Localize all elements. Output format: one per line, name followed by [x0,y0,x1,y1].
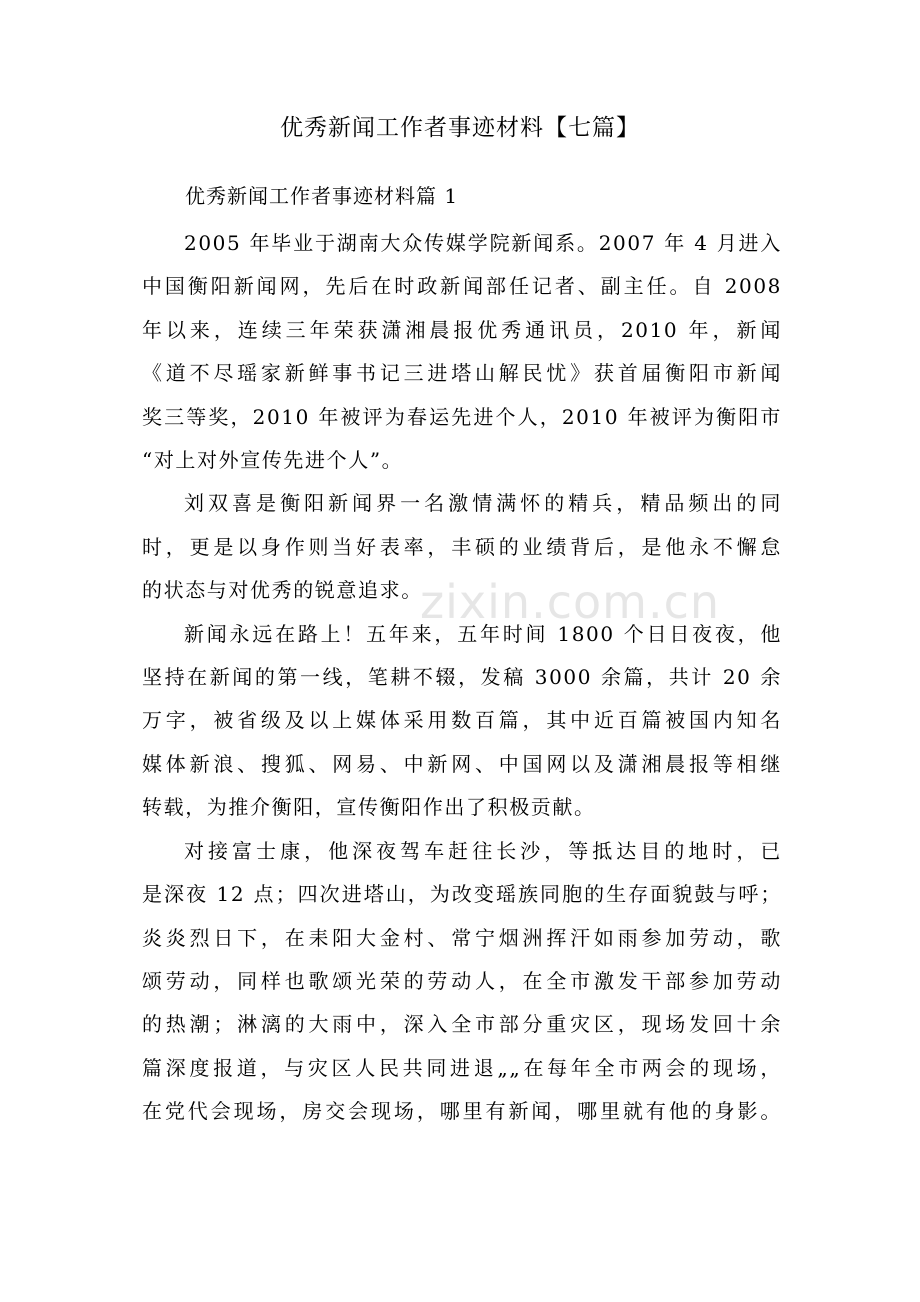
paragraph [142,222,782,482]
paragraph-line: 2005 年毕业于湖南大众传媒学院新闻系。2007 年 4 月进入 [184,231,782,255]
paragraph-line: 转载，为推介衡阳，宣传衡阳作出了积极贡献。 [142,795,596,820]
paragraph-line: 中国衡阳新闻网，先后在时政新闻部任记者、副主任。自 2008 [142,274,782,299]
paragraph-line: 新闻永远在路上！五年来，五年时间 1800 个日日夜夜，他 [184,621,782,646]
section-heading: 优秀新闻工作者事迹材料篇 1 [185,184,459,208]
paragraph-line: 《道不尽瑶家新鲜事书记三进塔山解民忧》获首届衡阳市新闻 [142,361,782,386]
paragraph-line: “对上对外宣传先进个人”。 [142,448,404,473]
paragraph-line: 奖三等奖，2010 年被评为春运先进个人，2010 年被评为衡阳市 [142,404,782,429]
paragraph-line: 篇深度报道，与灾区人民共同进退„„在每年全市两会的现场， [142,1055,782,1080]
paragraph-line: 时，更是以身作则当好表率，丰硕的业绩背后，是他永不懈怠 [142,534,782,559]
paragraph-line: 年以来，连续三年荣获潇湘晨报优秀通讯员，2010 年，新闻 [142,317,782,342]
document-body [142,222,782,1134]
paragraph-line: 刘双喜是衡阳新闻界一名激情满怀的精兵，精品频出的同 [184,491,782,516]
paragraph-line: 对接富士康，他深夜驾车赶往长沙，等抵达目的地时，已 [184,838,782,863]
paragraph-line: 的状态与对优秀的锐意追求。 [142,578,423,603]
paragraph-line: 炎炎烈日下，在耒阳大金村、常宁烟洲挥汗如雨参加劳动，歌 [142,925,782,950]
paragraph [142,613,782,830]
paragraph-line: 在党代会现场，房交会现场，哪里有新闻，哪里就有他的身影。 [142,1099,782,1124]
paragraph [142,830,782,1134]
paragraph-line: 坚持在新闻的第一线，笔耕不辍，发稿 3000 余篇，共计 20 余 [142,665,782,690]
paragraph-line: 是深夜 12 点；四次进塔山，为改变瑶族同胞的生存面貌鼓与呼； [142,882,782,907]
paragraph-line: 颂劳动，同样也歌颂光荣的劳动人，在全市激发干部参加劳动 [142,968,782,993]
watermark: zixin.com.cn [420,575,721,629]
paragraph-line: 媒体新浪、搜狐、网易、中新网、中国网以及潇湘晨报等相继 [142,751,782,776]
paragraph-line: 万字，被省级及以上媒体采用数百篇，其中近百篇被国内知名 [142,708,782,733]
document-title: 优秀新闻工作者事迹材料【七篇】 [280,115,640,141]
paragraph [142,482,782,612]
paragraph-line: 的热潮；淋漓的大雨中，深入全市部分重灾区，现场发回十余 [142,1012,782,1037]
